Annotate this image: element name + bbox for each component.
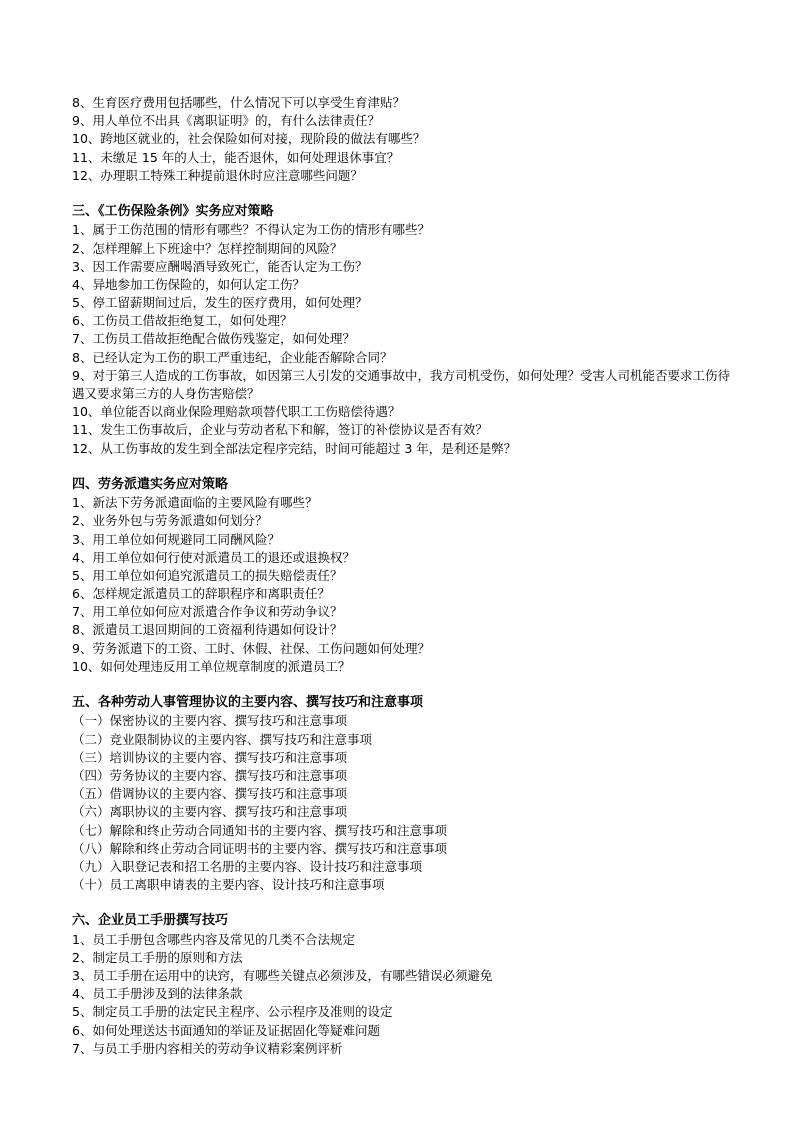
list-item: 11、发生工伤事故后，企业与劳动者私下和解，签订的补偿协议是否有效？	[72, 422, 488, 438]
list-item: 11、未缴足 15 年的人士，能否退休，如何处理退休事宜？	[72, 149, 400, 165]
list-item: （一）保密协议的主要内容、撰写技巧和注意事项	[72, 713, 348, 729]
list-item: 6、工伤员工借故拒绝复工，如何处理？	[72, 313, 293, 329]
list-item: 8、生育医疗费用包括哪些，什么情况下可以享受生育津贴？	[72, 95, 405, 110]
list-item: 2、制定员工手册的原则和方法	[72, 949, 243, 965]
list-item: （九）入职登记表和招工名册的主要内容、设计技巧和注意事项	[72, 858, 423, 874]
list-item: 8、已经认定为工伤的职工严重违纪，企业能否解除合同？	[72, 349, 393, 365]
list-item: 4、员工手册涉及到的法律条款	[72, 986, 243, 1002]
section-3	[72, 203, 742, 458]
list-item: 9、劳务派遣下的工资、工时、休假、社保、工伤问题如何处理？	[72, 640, 430, 656]
list-item: 5、停工留薪期间过后，发生的医疗费用，如何处理？	[72, 295, 368, 311]
list-item: 7、与员工手册内容相关的劳动争议精彩案例评析	[72, 1040, 343, 1056]
list-item: 6、怎样规定派遣员工的辞职程序和离职责任？	[72, 586, 330, 602]
section-gap	[72, 676, 742, 694]
list-item: （十）员工离职申请表的主要内容、设计技巧和注意事项	[72, 877, 385, 893]
list-item: 7、工伤员工借故拒绝配合做伤残鉴定，如何处理？	[72, 331, 355, 347]
list-item: 3、员工手册在运用中的诀窍，有哪些关键点必须涉及，有哪些错误必须避免	[72, 968, 493, 984]
list-item: （三）培训协议的主要内容、撰写技巧和注意事项	[72, 749, 348, 765]
section-heading: 四、劳务派遣实务应对策略	[72, 476, 229, 492]
section-5	[72, 694, 742, 894]
section-6	[72, 912, 742, 1058]
list-item: 12、从工伤事故的发生到全部法定程序完结，时间可能超过 3 年，是利还是弊？	[72, 440, 517, 456]
list-item: 4、用工单位如何行使对派遣员工的退还或退换权？	[72, 549, 355, 565]
list-item: 3、因工作需要应酬喝酒导致死亡，能否认定为工伤？	[72, 258, 368, 274]
list-item: 7、用工单位如何应对派遣合作争议和劳动争议？	[72, 604, 343, 620]
section-gap	[72, 185, 742, 203]
list-item: 9、对于第三人造成的工伤事故，如因第三人引发的交通事故中，我方司机受伤，如何处理？受害人司机能否要求工伤待遇又要求第三方的人身伤害赔偿？	[72, 367, 730, 402]
list-item: 1、员工手册包含哪些内容及常见的几类不合法规定	[72, 931, 355, 947]
list-item: （六）离职协议的主要内容、撰写技巧和注意事项	[72, 804, 348, 820]
section-2-tail	[72, 94, 742, 185]
list-item: 2、业务外包与劳务派遣如何划分？	[72, 513, 268, 529]
list-item: 10、单位能否以商业保险理赔款项替代职工工伤赔偿待遇？	[72, 404, 401, 420]
list-item: 8、派遣员工退回期间的工资福利待遇如何设计？	[72, 622, 343, 638]
list-item: 5、制定员工手册的法定民主程序、公示程序及准则的设定	[72, 1004, 393, 1020]
list-item: 10、如何处理违反用工单位规章制度的派遣员工？	[72, 658, 351, 674]
list-item: （七）解除和终止劳动合同通知书的主要内容、撰写技巧和注意事项	[72, 822, 448, 838]
list-item: 1、属于工伤范围的情形有哪些？不得认定为工伤的情形有哪些？	[72, 222, 430, 238]
section-heading: 六、企业员工手册撰写技巧	[72, 913, 229, 929]
list-item: （四）劳务协议的主要内容、撰写技巧和注意事项	[72, 767, 348, 783]
list-item: 3、用工单位如何规避同工同酬风险？	[72, 531, 280, 547]
list-item: 5、用工单位如何追究派遣员工的损失赔偿责任？	[72, 567, 343, 583]
section-gap	[72, 894, 742, 912]
list-item: 1、新法下劳务派遣面临的主要风险有哪些？	[72, 495, 318, 511]
list-item: （八）解除和终止劳动合同证明书的主要内容、撰写技巧和注意事项	[72, 840, 448, 856]
list-item: 9、用人单位不出具《离职证明》的，有什么法律责任？	[72, 113, 380, 129]
list-item: （五）借调协议的主要内容、撰写技巧和注意事项	[72, 786, 348, 802]
section-gap	[72, 458, 742, 476]
list-item: 2、怎样理解上下班途中？怎样控制期间的风险？	[72, 240, 343, 256]
document-page	[72, 94, 742, 1058]
list-item: 12、办理职工特殊工种提前退休时应注意哪些问题？	[72, 167, 363, 183]
list-item: 10、跨地区就业的，社会保险如何对接，现阶段的做法有哪些？	[72, 131, 426, 147]
list-item: （二）竞业限制协议的主要内容、撰写技巧和注意事项	[72, 731, 373, 747]
list-item: 4、异地参加工伤保险的，如何认定工伤？	[72, 276, 305, 292]
list-item: 6、如何处理送达书面通知的举证及证据固化等疑难问题	[72, 1022, 380, 1038]
section-heading: 三、《工伤保险条例》实务应对策略	[72, 204, 274, 220]
section-4	[72, 476, 742, 676]
section-heading: 五、各种劳动人事管理协议的主要内容、撰写技巧和注意事项	[72, 695, 424, 711]
